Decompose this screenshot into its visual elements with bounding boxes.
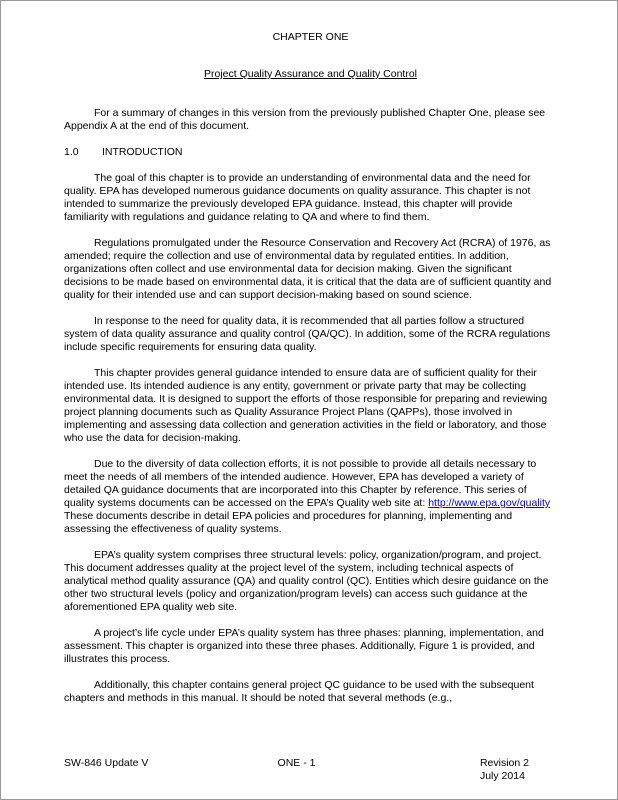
- paragraph-life-cycle-phases: A project’s life cycle under EPA’s quality system has three phases: planning, implementation, and assessment. This chapter is organized into these three phases. Additionally, Figure 1 is provided, and illustrates this process.: [64, 627, 544, 665]
- page-footer: [64, 757, 557, 783]
- section-number: 1.0: [64, 146, 79, 158]
- footer-document-id: SW-846 Update V: [64, 757, 149, 769]
- paragraph-quality-system-levels: EPA’s quality system comprises three structural levels: policy, organization/program, and project. This document addresses quality at the project level of the system, including technical aspects of analytical method quality assurance (QA) and quality control (QC). Entities which desire guidance on the other two structural levels (policy and organization/program levels) can access such guidance at the aforementioned EPA quality web site.: [64, 549, 549, 613]
- link-paragraph-after: These documents describe in detail EPA policies and procedures for planning, implementing and assessing the effectiveness of quality systems.: [64, 510, 513, 535]
- footer-revision-block: [374, 757, 557, 783]
- paragraph-chapter-goal: The goal of this chapter is to provide an understanding of environmental data and the need for quality. EPA has developed numerous guidance documents on quality assurance. This chapter is not intended to summarize the previously developed EPA guidance. Instead, this chapter will provide familiarity with regulations and guidance relating to QA and where to find them.: [64, 172, 531, 223]
- footer-date: July 2014: [479, 770, 525, 782]
- chapter-heading: CHAPTER ONE: [272, 31, 349, 43]
- footer-revision: Revision 2: [479, 757, 529, 769]
- epa-quality-website-link[interactable]: http://www.epa.gov/quality: [428, 497, 551, 509]
- section-heading: [64, 146, 557, 159]
- paragraph-summary-note: For a summary of changes in this version from the previously published Chapter One, please see Appendix A at the end of this document.: [64, 107, 546, 132]
- paragraph-qaqc-response: In response to the need for quality data, it is recommended that all parties follow a structured system of data quality assurance and quality control (QA/QC). In addition, some of the RCRA regulations include specific requirements for ensuring data quality.: [64, 315, 551, 353]
- paragraph-epa-quality-website: [64, 458, 557, 536]
- paragraph-rcra-regulations: Regulations promulgated under the Resource Conservation and Recovery Act (RCRA) of 1976, as amended; require the collection and use of environmental data by regulated entities. In addition, organizations often collect and use environmental data for decision making. Given the significant decisions to be made based on environmental data, it is critical that the data are of sufficient quantity and quality for their intended use and can support decision-making based on sound science.: [64, 237, 552, 301]
- document-title: Project Quality Assurance and Quality Control: [203, 68, 418, 80]
- footer-page-number: ONE - 1: [277, 757, 316, 769]
- paragraph-guidance-audience: This chapter provides general guidance intended to ensure data are of sufficient quality for their intended use. Its intended audience is any entity, government or private party that may be collecting environmental data. It is designed to support the efforts of those responsible for preparing and reviewing project planning documents such as Quality Assurance Project Plans (QAPPs), those involved in implementing and assessing data collection and generation activities in the field or laboratory, and those who use the data for decision-making.: [64, 367, 548, 444]
- link-paragraph-before: Due to the diversity of data collection efforts, it is not possible to provide all details necessary to meet the needs of all members of the intended audience. However, EPA has developed a variety of detailed QA guidance documents that are incorporated into this Chapter by reference. This series of quality systems documents can be accessed on the EPA’s Quality web site at:: [64, 458, 537, 509]
- section-title: INTRODUCTION: [102, 146, 183, 158]
- paragraph-qc-guidance-note: Additionally, this chapter contains general project QC guidance to be used with the subsequent chapters and methods in this manual. It should be noted that several methods (e.g.,: [64, 679, 534, 704]
